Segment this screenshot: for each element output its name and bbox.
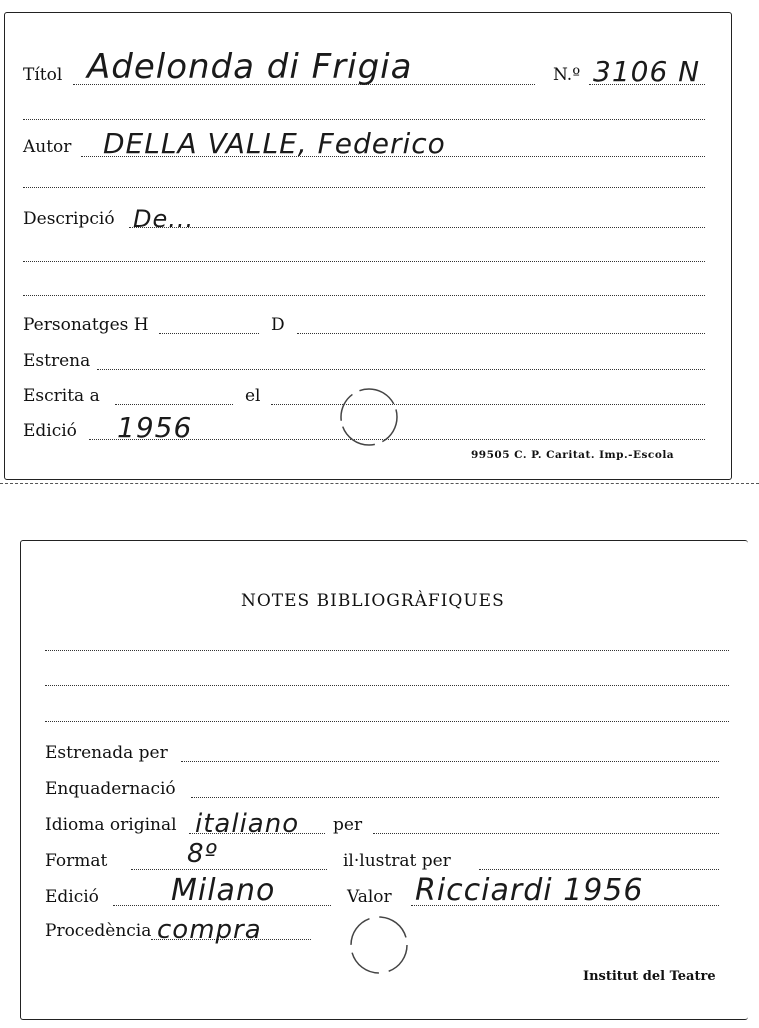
institution-name: Institut del Teatre xyxy=(583,969,716,984)
autor-value: DELLA VALLE, Federico xyxy=(103,127,446,160)
personatges-d-line xyxy=(297,333,705,334)
catalog-card-back xyxy=(20,540,748,1020)
procedencia-value: compra xyxy=(157,915,262,945)
personatges-label: Personatges H xyxy=(23,315,149,335)
edicio-label: Edició xyxy=(23,421,77,441)
idioma-per-line xyxy=(373,833,719,834)
descripcio-line-3 xyxy=(23,295,705,296)
notes-line-2 xyxy=(45,685,729,686)
procedencia-label: Procedència xyxy=(45,921,152,941)
estrenada-label: Estrenada per xyxy=(45,743,168,763)
escrita-label: Escrita a xyxy=(23,386,100,406)
idioma-value: italiano xyxy=(195,809,300,839)
notes-heading: NOTES BIBLIOGRÀFIQUES xyxy=(241,591,505,611)
format-value: 8º xyxy=(187,839,218,869)
idioma-label: Idioma original xyxy=(45,815,177,835)
autor-extra-line xyxy=(23,187,705,188)
illustrat-label: il·lustrat per xyxy=(343,851,451,871)
descripcio-label: Descripció xyxy=(23,209,115,229)
numero-label: N.º xyxy=(553,65,581,85)
back-edicio-label: Edició xyxy=(45,887,99,907)
estrenada-line xyxy=(181,761,719,762)
descripcio-line-2 xyxy=(23,261,705,262)
descripcio-value: De... xyxy=(133,205,195,233)
format-label: Format xyxy=(45,851,108,871)
illustrat-line xyxy=(479,869,719,870)
cut-line xyxy=(0,483,759,484)
titol-value: Adelonda di Frigia xyxy=(87,47,413,87)
printer-mark: 99505 C. P. Caritat. Imp.-Escola xyxy=(471,449,675,461)
numero-value: 3106 N xyxy=(593,55,701,88)
estrena-label: Estrena xyxy=(23,351,91,371)
valor-value: Ricciardi 1956 xyxy=(415,873,644,908)
valor-label: Valor xyxy=(347,887,392,907)
personatges-d-label: D xyxy=(271,315,285,335)
escrita-a-line xyxy=(115,404,233,405)
escrita-el-label: el xyxy=(245,386,261,406)
notes-line-1 xyxy=(45,650,729,651)
personatges-h-line xyxy=(159,333,259,334)
notes-line-3 xyxy=(45,721,729,722)
punch-hole-icon-back xyxy=(347,913,411,977)
enquadernacio-label: Enquadernació xyxy=(45,779,176,799)
estrena-line xyxy=(97,369,705,370)
edicio-value: 1956 xyxy=(117,411,193,444)
punch-hole-icon xyxy=(337,385,401,449)
descripcio-line xyxy=(129,227,705,228)
enquadernacio-line xyxy=(191,797,719,798)
back-edicio-value: Milano xyxy=(171,873,276,908)
autor-label: Autor xyxy=(23,137,72,157)
idioma-per-label: per xyxy=(333,815,363,835)
catalog-card-front xyxy=(4,12,732,480)
titol-extra-line xyxy=(23,119,705,120)
format-line xyxy=(131,869,327,870)
titol-label: Títol xyxy=(23,65,63,85)
